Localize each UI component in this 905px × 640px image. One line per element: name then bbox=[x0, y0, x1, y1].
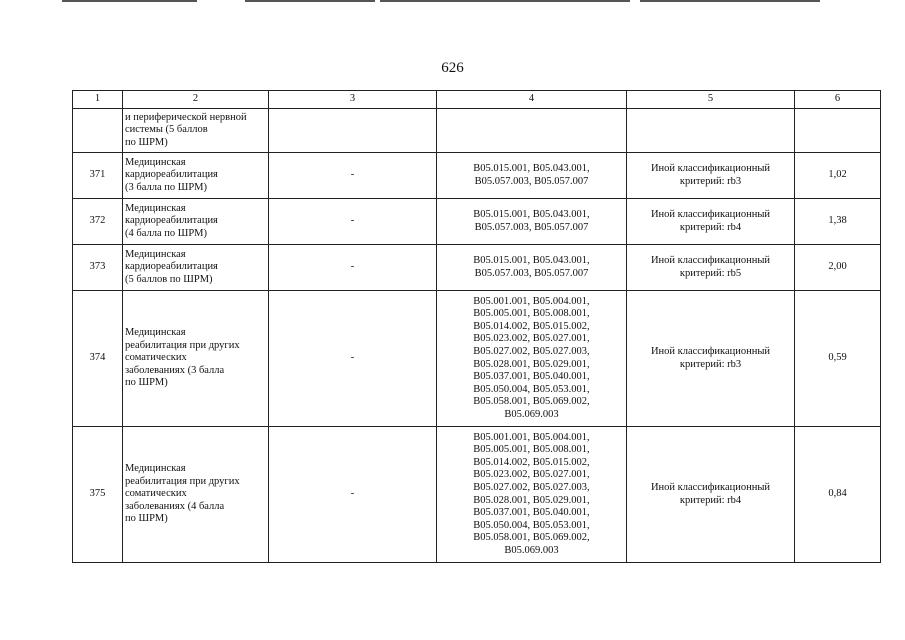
row-number-cell: 374 bbox=[73, 291, 123, 427]
coefficient-cell bbox=[795, 109, 881, 153]
column-header-4: 4 bbox=[437, 91, 627, 109]
criterion-cell bbox=[627, 109, 795, 153]
service-code-line: B05.014.002, B05.015.002, bbox=[473, 456, 590, 468]
service-name-line: реабилитация при других bbox=[125, 475, 240, 487]
page-number: 626 bbox=[441, 60, 464, 76]
criterion-cell bbox=[627, 245, 795, 291]
table-row bbox=[73, 199, 881, 245]
service-code-line: B05.037.001, B05.040.001, bbox=[473, 507, 590, 519]
column-header-3: 3 bbox=[269, 91, 437, 109]
service-code-line: B05.050.004, B05.053.001, bbox=[473, 519, 590, 531]
table-body bbox=[73, 109, 881, 563]
criterion-line: критерий: rb3 bbox=[679, 358, 742, 370]
column-3-cell bbox=[269, 109, 437, 153]
criterion-cell bbox=[627, 291, 795, 427]
service-code-line: B05.005.001, B05.008.001, bbox=[473, 308, 590, 320]
scan-edge-line bbox=[380, 0, 630, 2]
service-name-line: кардиореабилитация bbox=[125, 261, 218, 273]
service-name-line: Медицинская bbox=[125, 156, 186, 168]
row-number-cell bbox=[73, 109, 123, 153]
service-code-line: B05.015.001, B05.043.001, bbox=[473, 254, 590, 266]
service-name-cell bbox=[123, 245, 269, 291]
service-name-cell bbox=[123, 153, 269, 199]
row-number-cell: 372 bbox=[73, 199, 123, 245]
table-row bbox=[73, 427, 881, 563]
row-number-cell: 373 bbox=[73, 245, 123, 291]
table-row bbox=[73, 291, 881, 427]
criterion-line: Иной классификационный bbox=[650, 481, 771, 493]
service-code-line: B05.023.002, B05.027.001, bbox=[473, 333, 590, 345]
column-3-cell: - bbox=[269, 199, 437, 245]
criterion-line: критерий: rb5 bbox=[679, 267, 742, 279]
service-code-line: B05.015.001, B05.043.001, bbox=[473, 208, 590, 220]
service-code-line: B05.069.003 bbox=[504, 544, 559, 556]
table-row bbox=[73, 245, 881, 291]
service-name-line: (3 балла по ШРМ) bbox=[125, 181, 207, 193]
service-codes-cell bbox=[437, 109, 627, 153]
coefficient-cell: 0,59 bbox=[795, 291, 881, 427]
service-codes-cell bbox=[437, 427, 627, 563]
service-code-line: B05.001.001, B05.004.001, bbox=[473, 431, 590, 443]
service-name-line: Медицинская bbox=[125, 327, 186, 339]
service-name-line: кардиореабилитация bbox=[125, 169, 218, 181]
service-name-line: по ШРМ) bbox=[125, 136, 168, 148]
service-code-line: B05.027.002, B05.027.003, bbox=[473, 345, 590, 357]
coefficient-cell: 2,00 bbox=[795, 245, 881, 291]
service-codes-cell bbox=[437, 199, 627, 245]
scan-edge-line bbox=[245, 0, 375, 2]
service-code-line: B05.050.004, B05.053.001, bbox=[473, 383, 590, 395]
service-codes-cell bbox=[437, 153, 627, 199]
service-code-line: B05.057.003, B05.057.007 bbox=[474, 267, 589, 279]
column-3-cell: - bbox=[269, 291, 437, 427]
service-name-line: Медицинская bbox=[125, 248, 186, 260]
coefficient-cell: 0,84 bbox=[795, 427, 881, 563]
service-name-line: соматических bbox=[125, 352, 187, 364]
service-name-line: системы (5 баллов bbox=[125, 124, 208, 136]
row-number-cell: 375 bbox=[73, 427, 123, 563]
coefficient-cell: 1,02 bbox=[795, 153, 881, 199]
criterion-line: критерий: rb4 bbox=[679, 221, 742, 233]
criterion-cell bbox=[627, 427, 795, 563]
criterion-line: Иной классификационный bbox=[650, 254, 771, 266]
column-3-cell: - bbox=[269, 153, 437, 199]
table-row bbox=[73, 109, 881, 153]
service-code-line: B05.057.003, B05.057.007 bbox=[474, 221, 589, 233]
service-name-line: заболеваниях (3 балла bbox=[125, 364, 225, 376]
service-code-line: B05.057.003, B05.057.007 bbox=[474, 175, 589, 187]
column-header-5: 5 bbox=[627, 91, 795, 109]
criterion-line: критерий: rb4 bbox=[679, 494, 742, 506]
service-code-line: B05.028.001, B05.029.001, bbox=[473, 358, 590, 370]
service-code-line: B05.058.001, B05.069.002, bbox=[473, 396, 590, 408]
coefficient-cell: 1,38 bbox=[795, 199, 881, 245]
service-code-line: B05.027.002, B05.027.003, bbox=[473, 481, 590, 493]
service-name-cell bbox=[123, 199, 269, 245]
scan-edge-line bbox=[640, 0, 820, 2]
criterion-line: Иной классификационный bbox=[650, 345, 771, 357]
service-name-line: (4 балла по ШРМ) bbox=[125, 227, 207, 239]
service-code-line: B05.028.001, B05.029.001, bbox=[473, 494, 590, 506]
service-name-line: Медицинская bbox=[125, 202, 186, 214]
row-number-cell: 371 bbox=[73, 153, 123, 199]
service-name-line: по ШРМ) bbox=[125, 377, 168, 389]
column-header-6: 6 bbox=[795, 91, 881, 109]
service-name-line: кардиореабилитация bbox=[125, 215, 218, 227]
column-header-1: 1 bbox=[73, 91, 123, 109]
column-3-cell: - bbox=[269, 245, 437, 291]
criterion-cell bbox=[627, 153, 795, 199]
service-code-line: B05.001.001, B05.004.001, bbox=[473, 295, 590, 307]
service-codes-cell bbox=[437, 245, 627, 291]
table-header-row bbox=[73, 91, 881, 109]
service-name-cell bbox=[123, 427, 269, 563]
service-code-line: B05.014.002, B05.015.002, bbox=[473, 320, 590, 332]
service-code-line: B05.037.001, B05.040.001, bbox=[473, 371, 590, 383]
scan-edge-line bbox=[62, 0, 197, 2]
service-name-line: и периферической нервной bbox=[125, 111, 247, 123]
service-name-line: реабилитация при других bbox=[125, 339, 240, 351]
service-code-line: B05.005.001, B05.008.001, bbox=[473, 444, 590, 456]
service-codes-cell bbox=[437, 291, 627, 427]
service-code-line: B05.015.001, B05.043.001, bbox=[473, 162, 590, 174]
service-name-line: Медицинская bbox=[125, 463, 186, 475]
criterion-cell bbox=[627, 199, 795, 245]
column-3-cell: - bbox=[269, 427, 437, 563]
service-name-line: (5 баллов по ШРМ) bbox=[125, 273, 213, 285]
tariff-table bbox=[72, 90, 881, 563]
criterion-line: Иной классификационный bbox=[650, 162, 771, 174]
column-header-2: 2 bbox=[123, 91, 269, 109]
service-code-line: B05.058.001, B05.069.002, bbox=[473, 532, 590, 544]
table-row bbox=[73, 153, 881, 199]
service-name-cell bbox=[123, 109, 269, 153]
criterion-line: Иной классификационный bbox=[650, 208, 771, 220]
service-name-line: заболеваниях (4 балла bbox=[125, 500, 225, 512]
service-name-line: соматических bbox=[125, 488, 187, 500]
criterion-line: критерий: rb3 bbox=[679, 175, 742, 187]
service-name-line: по ШРМ) bbox=[125, 513, 168, 525]
service-code-line: B05.069.003 bbox=[504, 408, 559, 420]
service-name-cell bbox=[123, 291, 269, 427]
service-code-line: B05.023.002, B05.027.001, bbox=[473, 469, 590, 481]
